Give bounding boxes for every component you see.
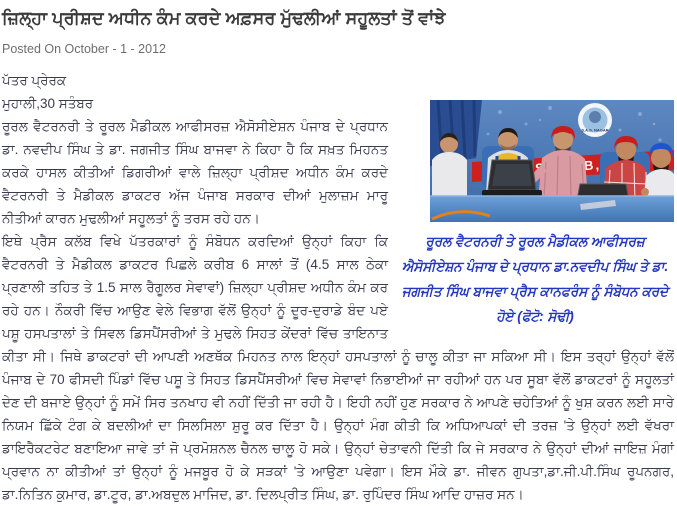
article-body [2, 69, 674, 506]
page-title: ਜ਼ਿਲ੍ਹਾ ਪ੍ਰੀਸ਼ਦ ਅਧੀਨ ਕੰਮ ਕਰਦੇ ਅਫ਼ਸਰ ਮੁੱਢਲੀਆਂ ਸਹੂਲਤਾਂ ਤੋਂ ਵਾਂਝੇ [2, 8, 446, 28]
table-surface [430, 196, 674, 222]
press-conference-photo [430, 100, 674, 222]
photo-caption: ਰੂਰਲ ਵੈਟਰਨਰੀ ਤੇ ਰੂਰਲ ਮੈਡੀਕਲ ਆਫੀਸਰਜ਼ ਐਸੋਸੀਏਸ਼ਨ ਪੰਜਾਬ ਦੇ ਪ੍ਰਧਾਨ ਡਾ.ਨਵਦੀਪ ਸਿੰਘ ਤੇ ਡਾ. ਜਗਜੀਤ ਸਿੰਘ ਬਾਜਵਾ ਪ੍ਰੈਸ ਕਾਨਫਰੰਸ ਨੂੰ ਸੰਬੋਧਨ ਕਰਦੇ ਹੋਏ (ਫੋਟੋ: ਸੋਢੀ) [401, 234, 669, 324]
byline: ਪੱਤਰ ਪ੍ਰੇਰਕ [2, 73, 67, 88]
article-paragraph: ਇਥੇ ਪ੍ਰੈਸ ਕਲੱਬ ਵਿਖੇ ਪੱਤਰਕਾਰਾਂ ਨੂੰ ਸੰਬੋਧਨ ਕਰਦਿਆਂ ਉਨ੍ਹਾਂ ਕਿਹਾ ਕਿ ਵੈਟਰਨਰੀ ਤੇ ਮੈਡੀਕਲ ਡਾਕਟਰ ਪਿਛਲੇ ਕਰੀਬ 6 ਸਾਲਾਂ ਤੋਂ (4.5 ਸਾਲ ਠੇਕਾ ਪ੍ਰਣਾਲੀ ਤਹਿਤ ਤੇ 1.5 ਸਾਲ ਰੈਗੂਲਰ ਸੇਵਾਵਾਂ) ਜ਼ਿਲ੍ਹਾ ਪ੍ਰੀਸ਼ਦ ਅਧੀਨ ਕੰਮ ਕਰ ਰਹੇ ਹਨ। ਨੌਕਰੀ ਵਿੱਚ ਆਉਣ ਵੇਲੇ ਵਿਭਾਗ ਵੱਲੋਂ ਉਨ੍ਹਾਂ ਨੂੰ ਦੂਰ-ਦੁਰਾਡੇ ਬੰਦ ਪਏ ਪਸ਼ੂ ਹਸਪਤਾਲਾਂ ਤੇ ਸਿਵਲ ਡਿਸਪੈਂਸਰੀਆਂ ਤੇ ਮੁਢਲੇ ਸਿਹਤ ਕੇਂਦਰਾਂ ਵਿੱਚ ਤਾਇਨਾਤ ਕੀਤਾ ਸੀ। ਜਿਥੇ ਡਾਕਟਰਾਂ ਦੀ ਆਪਣੀ ਅਣਥੱਕ ਮਿਹਨਤ ਨਾਲ ਇਨ੍ਹਾਂ ਹਸਪਤਾਲਾਂ ਨੂੰ ਚਾਲੂ ਕੀਤਾ ਜਾ ਸਕਿਆ ਸੀ। ਇਸ ਤਰ੍ਹਾਂ ਉਨ੍ਹਾਂ ਵੱਲੋਂ ਪੰਜਾਬ ਦੇ 70 ਫੀਸਦੀ ਪਿੰਡਾਂ ਵਿੱਚ ਪਸ਼ੂ ਤੇ ਸਿਹਤ ਡਿਸਪੈਂਸਰੀਆਂ ਵਿਚ ਸੇਵਾਵਾਂ ਨਿਭਾਈਆਂ ਜਾ ਰਹੀਆਂ ਹਨ ਪਰ ਸੂਬਾ ਵੱਲੋਂ ਡਾਕਟਰਾਂ ਨੂੰ ਸਹੂਲਤਾਂ ਦੇਣ ਦੀ ਬਜਾਏ ਉਨ੍ਹਾਂ ਨੂੰ ਸਮੇਂ ਸਿਰ ਤਨਖਾਹ ਵੀ ਨਹੀਂ ਦਿੱਤੀ ਜਾ ਰਹੀ ਹੈ। ਇਹੀ ਨਹੀਂ ਹੁਣ ਸਰਕਾਰ ਨੇ ਆਪਣੇ ਚਹੇਤਿਆਂ ਨੂੰ ਖੁਸ਼ ਕਰਨ ਲਈ ਸਾਰੇ ਨਿਯਮ ਛਿੱਕੇ ਟੰਗ ਕੇ ਬਦਲੀਆਂ ਦਾ ਸਿਲਸਿਲਾ ਸ਼ੁਰੂ ਕਰ ਦਿੱਤਾ ਹੈ। ਉਨ੍ਹਾਂ ਮੰਗ ਕੀਤੀ ਕਿ ਅਧਿਆਪਕਾਂ ਦੀ ਤਰਜ਼ 'ਤੇ ਉਨ੍ਹਾਂ ਲਈ ਵੱਖਰਾ ਡਾਇਰੈਕਟਰੇਟ ਬਣਾਇਆ ਜਾਵੇ ਤਾਂ ਜੋ ਪ੍ਰਮੋਸ਼ਨਲ ਚੈਨਲ ਚਾਲੂ ਹੋ ਸਕੇ। ਉਨ੍ਹਾਂ ਚੇਤਾਵਨੀ ਦਿੱਤੀ ਕਿ ਜੇ ਸਰਕਾਰ ਨੇ ਉਨ੍ਹਾਂ ਦੀਆਂ ਜਾਇਜ਼ ਮੰਗਾਂ ਪ੍ਰਵਾਨ ਨਾ ਕੀਤੀਆਂ ਤਾਂ ਉਨ੍ਹਾਂ ਨੂੰ ਮਜਬੂਰ ਹੋ ਕੇ ਸੜਕਾਂ 'ਤੇ ਆਉਣਾ ਪਵੇਗਾ। ਇਸ ਮੌਕੇ ਡਾ. ਜੀਵਨ ਗੁਪਤਾ,ਡਾ.ਜੀ.ਪੀ.ਸਿੰਘ ਰੂਪਨਗਰ, ਡਾ.ਨਿਤਿਨ ਕੁਮਾਰ, ਡਾ.ਟੂਰ, ਡਾ.ਅਬਦੁਲ ਮਾਜਿਦ, ਡਾ. ਦਿਲਪ੍ਰੀਤ ਸਿੰਘ, ਡਾ. ਰੁਪਿੰਦਰ ਸਿੰਘ ਆਦਿ ਹਾਜ਼ਰ ਸਨ। [2, 234, 674, 502]
dateline: ਮੁਹਾਲੀ,30 ਸਤੰਬਰ [2, 96, 94, 111]
laptop-icon [482, 160, 542, 196]
logo-text: S.A.S. NAGAR [581, 127, 609, 133]
posted-date: Posted On October - 1 - 2012 [2, 42, 166, 56]
club-logo-badge [578, 103, 612, 137]
article-photo-figure [396, 100, 674, 329]
article-paragraph: ਰੂਰਲ ਵੈਟਰਨਰੀ ਤੇ ਰੂਰਲ ਮੈਡੀਕਲ ਆਫੀਸਰਜ਼ ਐਸੋਸੀਏਸ਼ਨ ਪੰਜਾਬ ਦੇ ਪ੍ਰਧਾਨ ਡਾ. ਨਵਦੀਪ ਸਿੰਘ ਤੇ ਡਾ. ਜਗਜੀਤ ਸਿੰਘ ਬਾਜਵਾ ਨੇ ਕਿਹਾ ਹੈ ਕਿ ਸਖ਼ਤ ਮਿਹਨਤ ਕਰਕੇ ਹਾਸਲ ਕੀਤੀਆਂ ਡਿਗਰੀਆਂ ਵਾਲੇ ਜ਼ਿਲ੍ਹਾ ਪ੍ਰੀਸ਼ਦ ਅਧੀਨ ਕੰਮ ਕਰਦੇ ਵੈਟਰਨਰੀ ਤੇ ਮੈਡੀਕਲ ਡਾਕਟਰ ਅੱਜ ਪੰਜਾਬ ਸਰਕਾਰ ਦੀਆਂ ਮੁਲਾਜ਼ਮ ਮਾਰੂ ਨੀਤੀਆਂ ਕਾਰਨ ਮੁਢਲੀਆਂ ਸਹੂਲਤਾਂ ਨੂੰ ਤਰਸ ਰਹੇ ਹਨ। [2, 119, 388, 226]
